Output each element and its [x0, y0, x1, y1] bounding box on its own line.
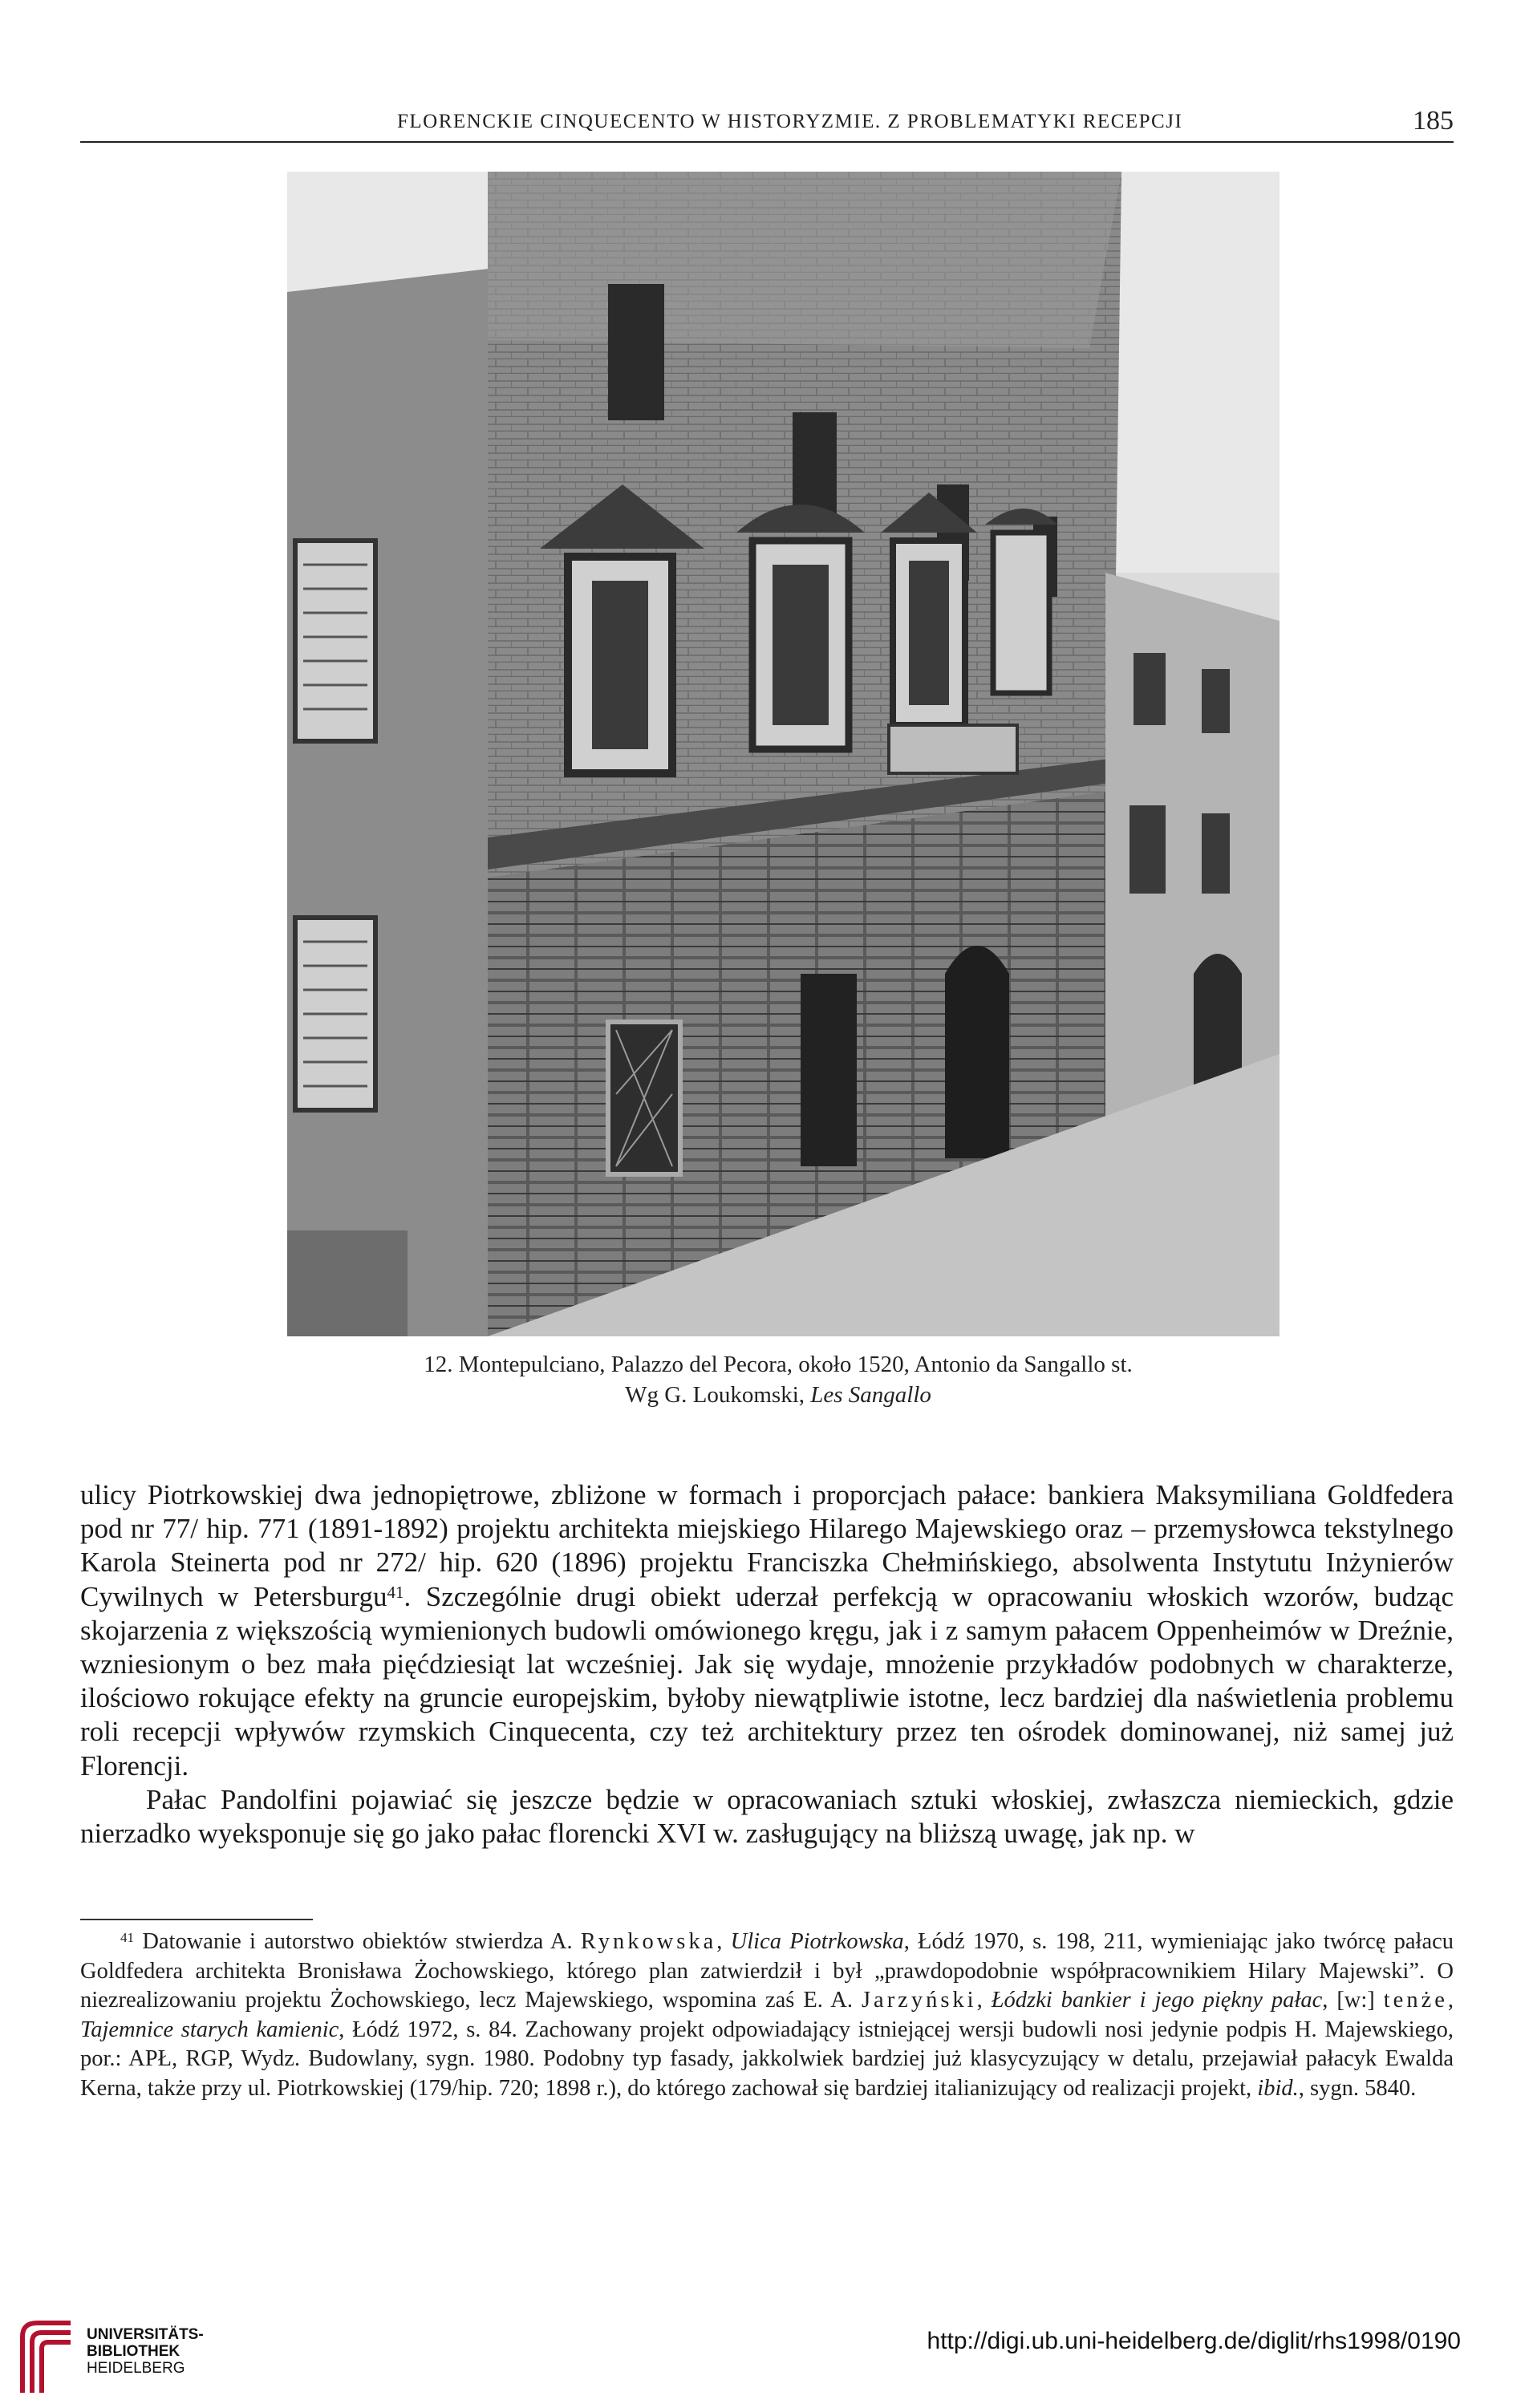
footnote-title-1: Ulica Piotrkowska [730, 1929, 904, 1954]
body-text [80, 1478, 1454, 1851]
footnote-text-7: , Łódź 1972, s. 84. Zachowany projekt odpowiadający istniejącej wersji budowli nosi jedynie podpis H. Majewskiego, por.: APŁ, RGP, Wydz. Budowlany, sygn. 1980. Podobny typ fasady, jakkolwiek bardziej już klasycyzujący w detalu, przejawiał pałacyk Ewalda Kerna, także przy ul. Piotrkowskiej (179/hip. 720; 1898 r.), do którego zachował się bardziej italianizujący od realizacji projekt, [80, 2017, 1454, 2101]
footer [0, 2309, 1533, 2408]
university-library-logo-icon [14, 2317, 79, 2397]
library-name-line-1: UNIVERSITÄTS- [87, 2326, 204, 2343]
running-header [80, 103, 1454, 143]
paragraph-1-part-b: . Szczególnie drugi obiekt uderzał perfekcją w opracowaniu włoskich wzorów, budząc skojarzenia z większością wymienionych budowli omówionego kręgu, jak i z samym pałacem Oppenheimów w Dreźnie, wzniesionym o bez mała pięćdziesiąt lat wcześniej. Jak się wydaje, mnożenie przykładów podobnych w charakterze, ilościowo rokujące efekty na gruncie europejskim, byłoby niewątpliwie istotne, lecz bardziej dla naświetlenia problemu roli recepcji wpływów rzymskich Cinquecenta, czy też architektury przez ten ośrodek dominowanej, niż samej już Florencji. [80, 1580, 1454, 1782]
paragraph-2: Pałac Pandolfini pojawiać się jeszcze będzie w opracowaniach sztuki włoskiej, zwłaszcza niemieckich, gdzie nierzadko wyeksponuje się go jako pałac florencki XVI w. zasługujący na bliższą uwagę, jak np. w [80, 1783, 1454, 1850]
footnote-text-3: , Łódź 1970, s. 198, 211, wymieniając jako twórcę pałacu Goldfedera architekta Bronisława Żochowskiego, którego plan zatwierdził i był „prawdopodobnie współpracownikiem Hilary Majewski”. O niezrealizowaniu projektu Żochowskiego, lecz Majewskiego, wspomina zaś E. A. [80, 1929, 1454, 2013]
footnote-title-4: ibid. [1257, 2075, 1299, 2101]
footnote-separator [80, 1919, 313, 1920]
running-title: FLORENCKIE CINQUECENTO W HISTORYZMIE. Z PROBLEMATYKI RECEPCJI [397, 111, 1183, 132]
footnote-title-3: Tajemnice starych kamienic [80, 2017, 339, 2042]
footnote-author-1: Rynkowska [580, 1929, 717, 1954]
footnote-41 [80, 1928, 1454, 2104]
footnote-text-5: , [w:] [1322, 1988, 1384, 2013]
palazzo-photograph-drawing [287, 172, 1280, 1336]
footnote-title-2: Łódzki bankier i jego piękny pałac [991, 1988, 1323, 2013]
footnote-author-3: tenże [1383, 1988, 1448, 2013]
document-url-link[interactable]: http://digi.ub.uni-heidelberg.de/diglit/rhs1998/0190 [927, 2328, 1461, 2354]
figure-caption [337, 1349, 1219, 1410]
footnote-text-1: Datowanie i autorstwo obiektów stwierdza A. [134, 1929, 581, 1954]
footnote-ref-41[interactable]: 41 [387, 1583, 404, 1603]
palazzo-photograph [287, 172, 1280, 1336]
caption-line-1: 12. Montepulciano, Palazzo del Pecora, około 1520, Antonio da Sangallo st. [424, 1352, 1133, 1377]
page-number: 185 [1413, 106, 1454, 136]
paragraph-1 [80, 1478, 1454, 1783]
footnote-text-8: , sygn. 5840. [1298, 2075, 1417, 2101]
footnote-text-2: , [716, 1929, 731, 1954]
caption-line-2 [337, 1380, 1219, 1410]
library-name-line-2: BIBLIOTHEK [87, 2343, 180, 2360]
paragraph-1-part-a: ulicy Piotrkowskiej dwa jednopiętrowe, zbliżone w formach i proporcjach pałace: bankiera Maksymiliana Goldfedera pod nr 77/ hip. 771 (1891-1892) projektu architekta miejskiego Hilarego Majewskiego oraz – przemysłowca tekstylnego Karola Steinerta pod nr 272/ hip. 620 (1896) projektu Franciszka Chełmińskiego, absolwenta Instytutu Inżynierów Cywilnych w Petersburgu [80, 1479, 1454, 1612]
footnote-number: 41 [120, 1930, 135, 1946]
library-name [87, 2326, 204, 2377]
library-name-line-3: HEIDELBERG [87, 2360, 185, 2377]
caption-source: Wg G. Loukomski, [625, 1382, 811, 1408]
footnote-author-2: Jarzyński [861, 1988, 977, 2013]
footnote-text-6: , [1447, 1988, 1454, 2013]
caption-source-title: Les Sangallo [810, 1382, 931, 1408]
footnote-41-text [80, 1928, 1454, 2104]
footnote-text-4: , [976, 1988, 992, 2013]
